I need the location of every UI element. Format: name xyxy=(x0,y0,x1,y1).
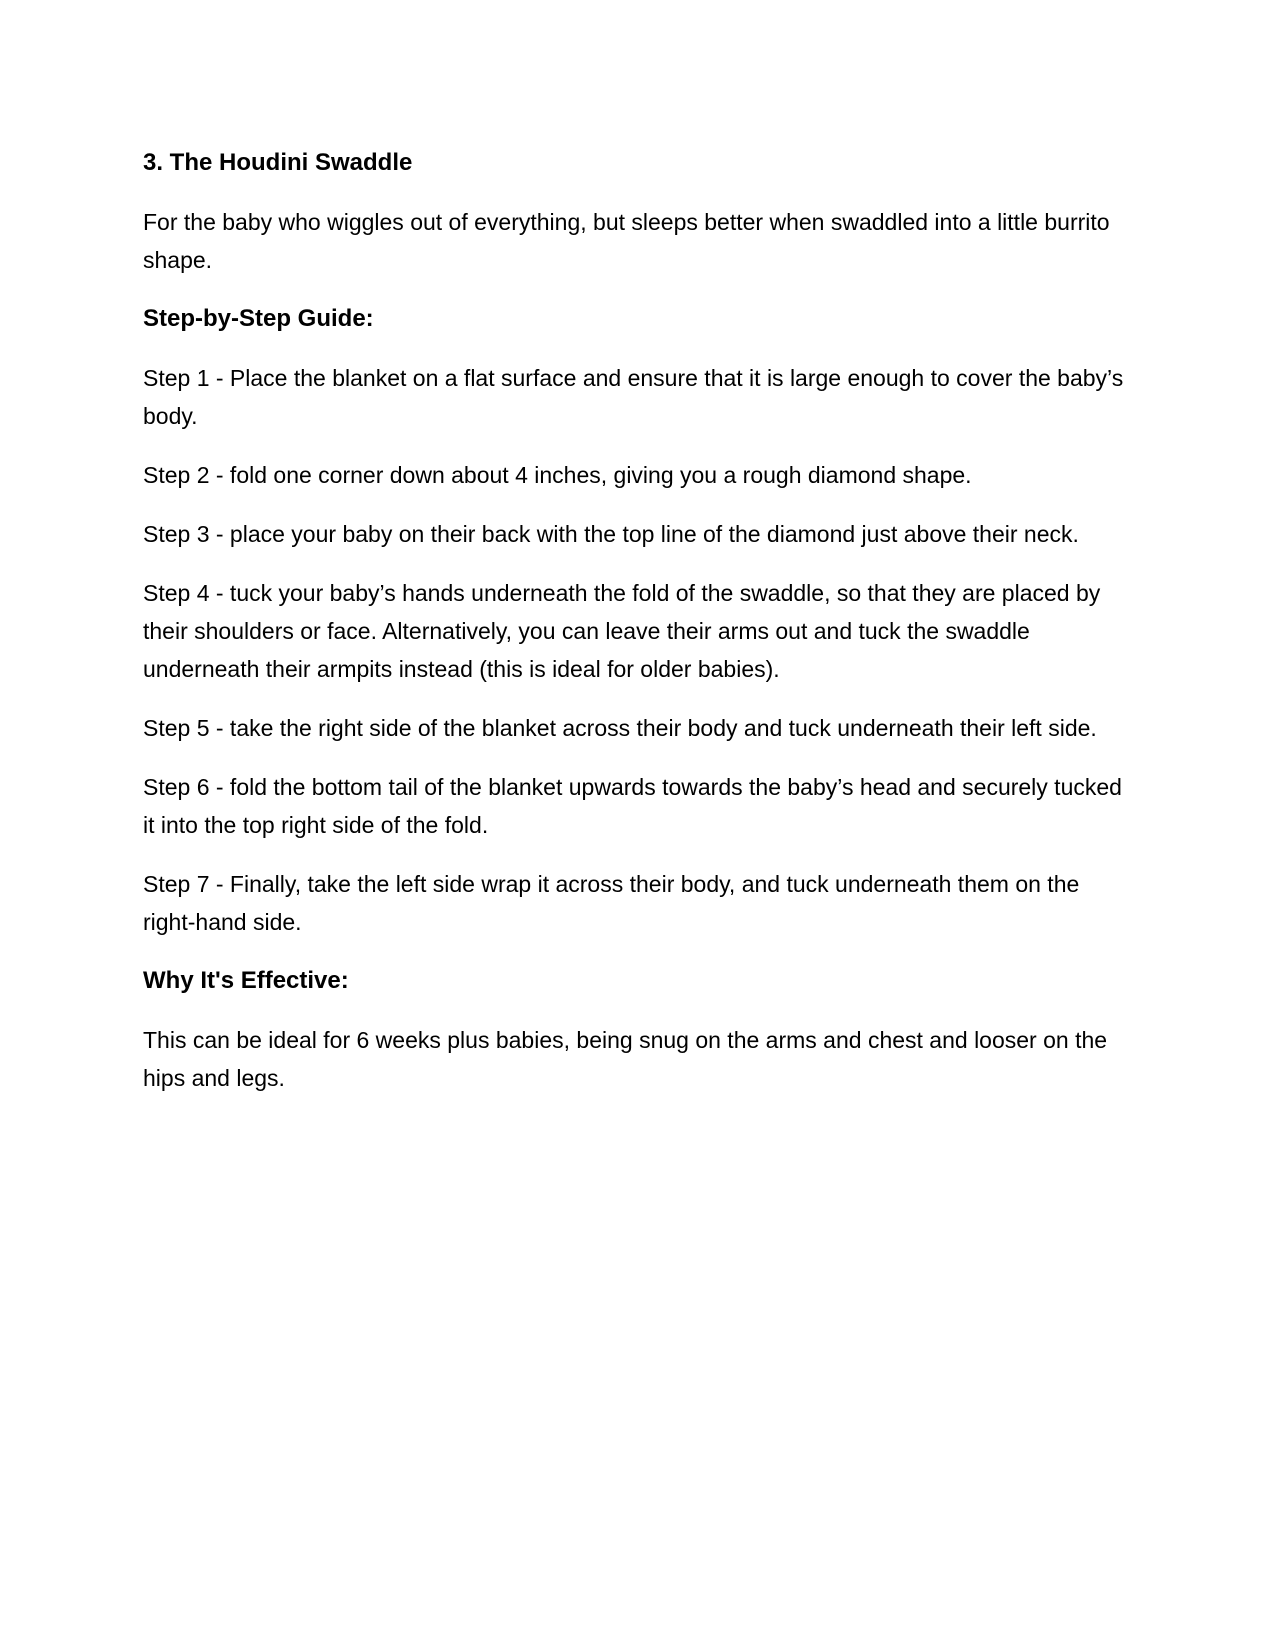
section-title: 3. The Houdini Swaddle xyxy=(143,149,413,176)
step-4-paragraph: Step 4 - tuck your baby’s hands underneath the fold of the swaddle, so that they are placed by their shoulders or face. Alternatively, you can leave their arms out and tuck the swaddle underneath their armpits instead (this is ideal for older babies). xyxy=(143,580,1101,682)
step-6-paragraph: Step 6 - fold the bottom tail of the blanket upwards towards the baby’s head and securely tucked it into the top right side of the fold. xyxy=(143,774,1122,838)
intro-paragraph: For the baby who wiggles out of everything, but sleeps better when swaddled into a little burrito shape. xyxy=(143,209,1110,273)
step-2-paragraph: Step 2 - fold one corner down about 4 inches, giving you a rough diamond shape. xyxy=(143,462,972,488)
step-5-paragraph: Step 5 - take the right side of the blanket across their body and tuck underneath their left side. xyxy=(143,715,1097,741)
step-1-paragraph: Step 1 - Place the blanket on a flat surface and ensure that it is large enough to cover the baby’s body. xyxy=(143,365,1124,429)
effectiveness-paragraph: This can be ideal for 6 weeks plus babies, being snug on the arms and chest and looser on the hips and legs. xyxy=(143,1027,1108,1091)
step-3-paragraph: Step 3 - place your baby on their back with the top line of the diamond just above their neck. xyxy=(143,521,1079,547)
step-7-paragraph: Step 7 - Finally, take the left side wrap it across their body, and tuck underneath them on the right-hand side. xyxy=(143,871,1080,935)
step-guide-heading: Step-by-Step Guide: xyxy=(143,305,374,332)
effectiveness-heading: Why It's Effective: xyxy=(143,967,349,994)
